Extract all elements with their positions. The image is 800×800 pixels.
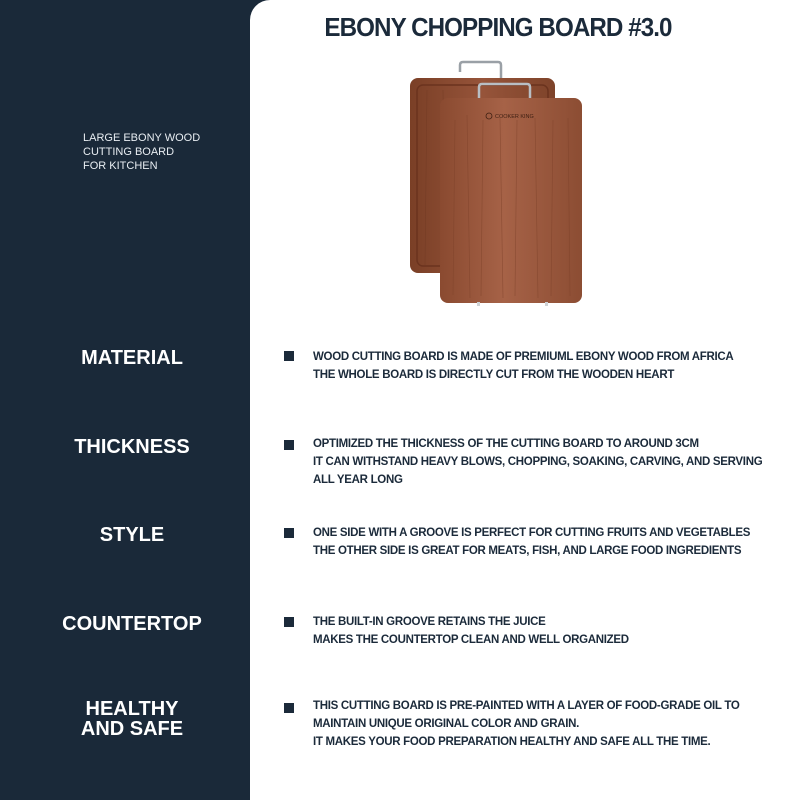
feature-label-line: AND SAFE: [80, 718, 184, 740]
feature-label: [0, 348, 264, 368]
square-bullet-icon: [284, 617, 294, 627]
feature-description-line: IT CAN WITHSTAND HEAVY BLOWS, CHOPPING, SOAKING, CARVING, AND SERVING: [313, 456, 763, 468]
feature-label-line: STYLE: [99, 524, 165, 546]
feature-label-line: MATERIAL: [81, 347, 183, 369]
square-bullet-icon: [284, 351, 294, 361]
feature-description: [313, 348, 780, 384]
feature-description-line: MAKES THE COUNTERTOP CLEAN AND WELL ORGANIZED: [313, 634, 629, 646]
feature-label-line: HEALTHY: [85, 698, 179, 720]
feature-description-line: THE OTHER SIDE IS GREAT FOR MEATS, FISH, AND LARGE FOOD INGREDIENTS: [313, 545, 742, 557]
feature-label: [0, 699, 264, 739]
sidebar-panel: [0, 0, 262, 800]
feature-description-line: THE BUILT-IN GROOVE RETAINS THE JUICE: [313, 616, 546, 628]
feature-description-line: THIS CUTTING BOARD IS PRE-PAINTED WITH A LAYER OF FOOD-GRADE OIL TO: [313, 700, 740, 712]
feature-description-line: OPTIMIZED THE THICKNESS OF THE CUTTING BOARD TO AROUND 3CM: [313, 438, 699, 450]
tagline-line: FOR KITCHEN: [83, 160, 158, 172]
page-title: EBONY CHOPPING BOARD #3.0: [324, 12, 672, 42]
feature-label: [0, 614, 264, 634]
square-bullet-icon: [284, 528, 294, 538]
square-bullet-icon: [284, 703, 294, 713]
tagline-line: LARGE EBONY WOOD: [83, 132, 201, 144]
feature-description: [313, 697, 780, 751]
board-brand-text: COOKER KING: [495, 114, 534, 120]
feature-description-line: MAINTAIN UNIQUE ORIGINAL COLOR AND GRAIN.: [313, 718, 580, 730]
feature-label: [0, 437, 264, 457]
feature-label: [0, 525, 264, 545]
feature-description-line: ONE SIDE WITH A GROOVE IS PERFECT FOR CUTTING FRUITS AND VEGETABLES: [313, 527, 751, 539]
cutting-board-image: [405, 60, 585, 310]
feature-description-line: IT MAKES YOUR FOOD PREPARATION HEALTHY AND SAFE ALL THE TIME.: [313, 736, 711, 748]
feature-label-line: COUNTERTOP: [62, 613, 202, 635]
square-bullet-icon: [284, 440, 294, 450]
feature-description: [313, 524, 780, 560]
feature-label-line: THICKNESS: [74, 436, 190, 458]
feature-description-line: THE WHOLE BOARD IS DIRECTLY CUT FROM THE WOODEN HEART: [313, 369, 675, 381]
feature-description-line: ALL YEAR LONG: [313, 474, 403, 486]
feature-description-line: WOOD CUTTING BOARD IS MADE OF PREMIUML EBONY WOOD FROM AFRICA: [313, 351, 734, 363]
product-tagline: [83, 131, 253, 173]
feature-description: [313, 613, 780, 649]
feature-description: [313, 435, 780, 489]
tagline-line: CUTTING BOARD: [83, 146, 175, 158]
